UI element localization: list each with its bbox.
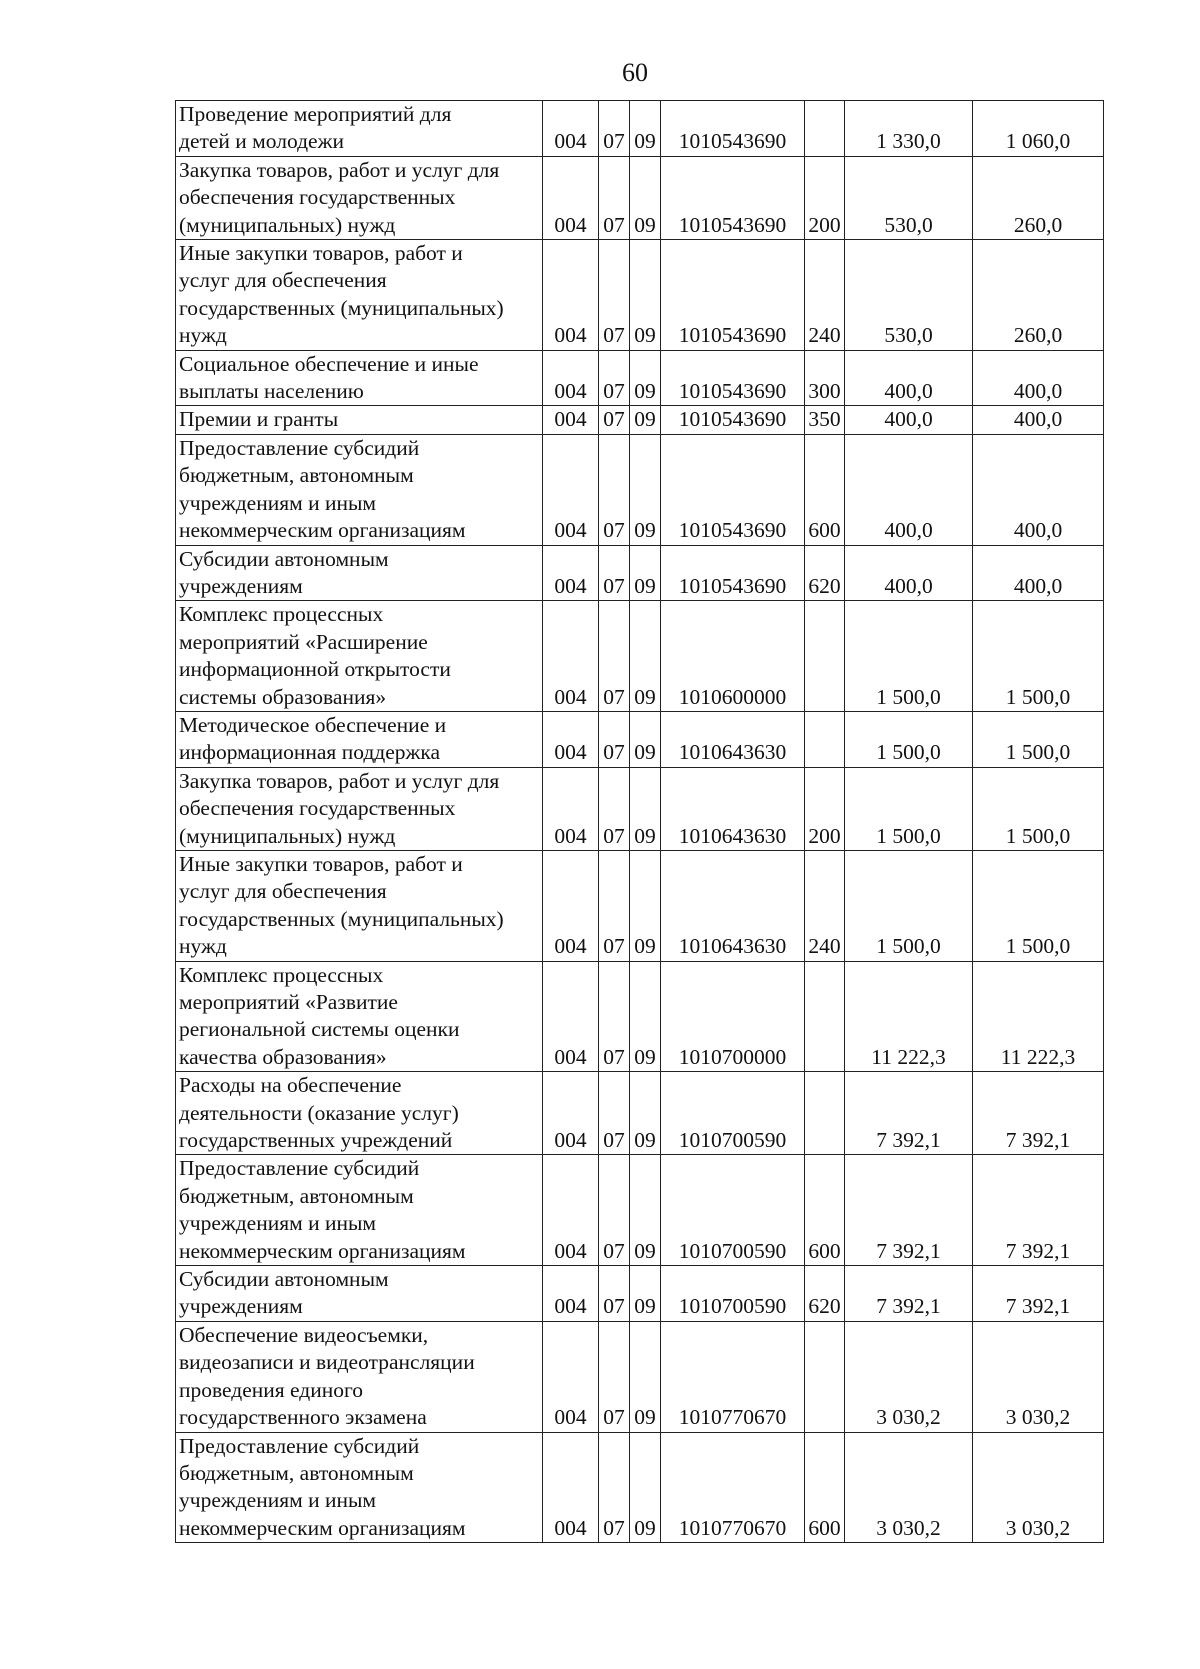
cell-section-code: 07: [599, 406, 630, 434]
cell-amount-year-2: 11 222,3: [973, 961, 1104, 1072]
item-name-line: учреждениям и иным: [179, 490, 377, 515]
cell-item-name: [176, 545, 543, 601]
cell-expense-type: 300: [805, 350, 845, 406]
cell-section-code: 07: [599, 1266, 630, 1322]
cell-subsection-code: 09: [630, 156, 661, 239]
cell-expense-type: 200: [805, 767, 845, 850]
cell-amount-year-2: 400,0: [973, 350, 1104, 406]
table-row: [176, 156, 1104, 239]
item-name-line: государственных (муниципальных): [179, 295, 504, 320]
item-name-line: учреждениям и иным: [179, 1211, 377, 1236]
cell-section-code: 07: [599, 961, 630, 1072]
cell-grbs-code: 004: [543, 711, 599, 767]
table-row: [176, 767, 1104, 850]
cell-grbs-code: 004: [543, 1432, 599, 1543]
cell-amount-year-1: 400,0: [845, 350, 973, 406]
cell-target-article: 1010700000: [661, 961, 805, 1072]
cell-item-name: [176, 767, 543, 850]
cell-amount-year-1: 7 392,1: [845, 1266, 973, 1322]
cell-amount-year-1: 1 330,0: [845, 101, 973, 157]
cell-subsection-code: 09: [630, 961, 661, 1072]
cell-grbs-code: 004: [543, 156, 599, 239]
item-name-line: государственных (муниципальных): [179, 906, 504, 931]
cell-amount-year-1: 530,0: [845, 240, 973, 351]
cell-target-article: 1010770670: [661, 1321, 805, 1432]
cell-section-code: 07: [599, 1432, 630, 1543]
cell-grbs-code: 004: [543, 961, 599, 1072]
cell-expense-type: 600: [805, 434, 845, 545]
item-name-line: учреждениям: [179, 1294, 303, 1319]
cell-amount-year-2: 1 500,0: [973, 711, 1104, 767]
table-row: [176, 601, 1104, 712]
item-name-line: бюджетным, автономным: [179, 1460, 414, 1485]
cell-amount-year-1: 7 392,1: [845, 1072, 973, 1155]
cell-section-code: 07: [599, 711, 630, 767]
cell-amount-year-1: 400,0: [845, 406, 973, 434]
cell-amount-year-1: 3 030,2: [845, 1432, 973, 1543]
item-name-line: выплаты населению: [179, 379, 364, 404]
cell-subsection-code: 09: [630, 1432, 661, 1543]
cell-item-name: [176, 601, 543, 712]
table-row: [176, 850, 1104, 961]
cell-amount-year-1: 3 030,2: [845, 1321, 973, 1432]
cell-amount-year-2: 7 392,1: [973, 1155, 1104, 1266]
cell-grbs-code: 004: [543, 1321, 599, 1432]
cell-section-code: 07: [599, 850, 630, 961]
cell-subsection-code: 09: [630, 601, 661, 712]
table-row: [176, 1321, 1104, 1432]
item-name-line: Субсидии автономным: [179, 1267, 389, 1292]
item-name-line: информационная поддержка: [179, 740, 441, 765]
item-name-line: нужд: [179, 323, 227, 348]
cell-section-code: 07: [599, 156, 630, 239]
cell-grbs-code: 004: [543, 767, 599, 850]
cell-amount-year-1: 7 392,1: [845, 1155, 973, 1266]
budget-table: [175, 100, 1104, 1543]
cell-grbs-code: 004: [543, 601, 599, 712]
table-row: [176, 1155, 1104, 1266]
cell-expense-type: 200: [805, 156, 845, 239]
cell-item-name: [176, 240, 543, 351]
cell-amount-year-2: 400,0: [973, 545, 1104, 601]
cell-item-name: [176, 1432, 543, 1543]
cell-amount-year-2: 7 392,1: [973, 1072, 1104, 1155]
cell-target-article: 1010543690: [661, 406, 805, 434]
cell-target-article: 1010600000: [661, 601, 805, 712]
table-row: [176, 1072, 1104, 1155]
cell-amount-year-1: 530,0: [845, 156, 973, 239]
cell-amount-year-2: 400,0: [973, 406, 1104, 434]
table-row: [176, 961, 1104, 1072]
cell-amount-year-1: 400,0: [845, 434, 973, 545]
item-name-line: Закупка товаров, работ и услуг для: [179, 768, 500, 793]
cell-section-code: 07: [599, 1321, 630, 1432]
cell-grbs-code: 004: [543, 545, 599, 601]
item-name-line: Социальное обеспечение и иные: [179, 351, 479, 376]
cell-section-code: 07: [599, 1155, 630, 1266]
item-name-line: системы образования»: [179, 684, 387, 709]
item-name-line: (муниципальных) нужд: [179, 823, 396, 848]
item-name-line: Комплекс процессных: [179, 962, 384, 987]
item-name-line: Закупка товаров, работ и услуг для: [179, 157, 500, 182]
item-name-line: мероприятий «Расширение: [179, 629, 428, 654]
item-name-line: обеспечения государственных: [179, 796, 456, 821]
cell-target-article: 1010643630: [661, 767, 805, 850]
cell-item-name: [176, 1321, 543, 1432]
cell-subsection-code: 09: [630, 1266, 661, 1322]
cell-target-article: 1010700590: [661, 1155, 805, 1266]
cell-expense-type: 350: [805, 406, 845, 434]
table-row: [176, 101, 1104, 157]
cell-amount-year-2: 3 030,2: [973, 1432, 1104, 1543]
item-name-line: Методическое обеспечение и: [179, 712, 447, 737]
item-name-line: детей и молодежи: [179, 129, 344, 154]
cell-item-name: [176, 1072, 543, 1155]
item-name-line: учреждениям и иным: [179, 1488, 377, 1513]
item-name-line: информационной открытости: [179, 657, 451, 682]
cell-amount-year-1: 1 500,0: [845, 711, 973, 767]
cell-amount-year-1: 1 500,0: [845, 850, 973, 961]
cell-item-name: [176, 1266, 543, 1322]
cell-amount-year-1: 1 500,0: [845, 601, 973, 712]
item-name-line: деятельности (оказание услуг): [179, 1100, 459, 1125]
cell-subsection-code: 09: [630, 711, 661, 767]
item-name-line: услуг для обеспечения: [179, 268, 387, 293]
item-name-line: государственного экзамена: [179, 1405, 427, 1430]
cell-subsection-code: 09: [630, 1321, 661, 1432]
cell-grbs-code: 004: [543, 101, 599, 157]
cell-item-name: [176, 711, 543, 767]
item-name-line: услуг для обеспечения: [179, 879, 387, 904]
cell-target-article: 1010543690: [661, 240, 805, 351]
cell-expense-type: [805, 1321, 845, 1432]
cell-target-article: 1010700590: [661, 1072, 805, 1155]
cell-target-article: 1010700590: [661, 1266, 805, 1322]
cell-section-code: 07: [599, 434, 630, 545]
item-name-line: (муниципальных) нужд: [179, 212, 396, 237]
cell-grbs-code: 004: [543, 1266, 599, 1322]
cell-target-article: 1010543690: [661, 101, 805, 157]
item-name-line: государственных учреждений: [179, 1128, 453, 1153]
cell-item-name: [176, 406, 543, 434]
item-name-line: некоммерческим организациям: [179, 1515, 466, 1540]
cell-expense-type: [805, 961, 845, 1072]
cell-amount-year-2: 1 500,0: [973, 767, 1104, 850]
cell-expense-type: 620: [805, 1266, 845, 1322]
cell-item-name: [176, 961, 543, 1072]
item-name-line: Обеспечение видеосъемки,: [179, 1322, 429, 1347]
item-name-line: Расходы на обеспечение: [179, 1073, 402, 1098]
item-name-line: региональной системы оценки: [179, 1017, 460, 1042]
page-number: 60: [622, 58, 648, 87]
cell-subsection-code: 09: [630, 101, 661, 157]
cell-grbs-code: 004: [543, 350, 599, 406]
item-name-line: Комплекс процессных: [179, 602, 384, 627]
cell-grbs-code: 004: [543, 1155, 599, 1266]
cell-target-article: 1010543690: [661, 156, 805, 239]
cell-amount-year-1: 1 500,0: [845, 767, 973, 850]
cell-item-name: [176, 434, 543, 545]
cell-target-article: 1010543690: [661, 350, 805, 406]
cell-expense-type: 240: [805, 850, 845, 961]
cell-subsection-code: 09: [630, 1072, 661, 1155]
cell-subsection-code: 09: [630, 240, 661, 351]
table-row: [176, 350, 1104, 406]
cell-target-article: 1010543690: [661, 434, 805, 545]
table-row: [176, 240, 1104, 351]
cell-expense-type: 620: [805, 545, 845, 601]
cell-subsection-code: 09: [630, 1155, 661, 1266]
cell-item-name: [176, 350, 543, 406]
cell-amount-year-2: 400,0: [973, 434, 1104, 545]
cell-grbs-code: 004: [543, 434, 599, 545]
cell-grbs-code: 004: [543, 406, 599, 434]
cell-subsection-code: 09: [630, 545, 661, 601]
cell-subsection-code: 09: [630, 406, 661, 434]
item-name-line: бюджетным, автономным: [179, 1183, 414, 1208]
table-row: [176, 406, 1104, 434]
item-name-line: Предоставление субсидий: [179, 435, 420, 460]
item-name-line: некоммерческим организациям: [179, 518, 466, 543]
item-name-line: Иные закупки товаров, работ и: [179, 851, 463, 876]
cell-expense-type: [805, 101, 845, 157]
cell-amount-year-2: 3 030,2: [973, 1321, 1104, 1432]
cell-expense-type: [805, 1072, 845, 1155]
cell-item-name: [176, 156, 543, 239]
table-row: [176, 1266, 1104, 1322]
cell-grbs-code: 004: [543, 240, 599, 351]
item-name-line: видеозаписи и видеотрансляции: [179, 1350, 475, 1375]
item-name-line: Предоставление субсидий: [179, 1433, 420, 1458]
cell-subsection-code: 09: [630, 434, 661, 545]
item-name-line: некоммерческим организациям: [179, 1238, 466, 1263]
cell-subsection-code: 09: [630, 850, 661, 961]
cell-expense-type: 600: [805, 1432, 845, 1543]
item-name-line: учреждениям: [179, 573, 303, 598]
cell-grbs-code: 004: [543, 850, 599, 961]
item-name-line: нужд: [179, 934, 227, 959]
item-name-line: Предоставление субсидий: [179, 1156, 420, 1181]
cell-amount-year-2: 1 500,0: [973, 850, 1104, 961]
item-name-line: качества образования»: [179, 1044, 387, 1069]
cell-subsection-code: 09: [630, 350, 661, 406]
table-row: [176, 545, 1104, 601]
cell-amount-year-1: 400,0: [845, 545, 973, 601]
cell-item-name: [176, 101, 543, 157]
cell-amount-year-2: 1 500,0: [973, 601, 1104, 712]
cell-target-article: 1010543690: [661, 545, 805, 601]
cell-section-code: 07: [599, 1072, 630, 1155]
table-row: [176, 1432, 1104, 1543]
cell-expense-type: [805, 601, 845, 712]
cell-item-name: [176, 1155, 543, 1266]
item-name-line: Субсидии автономным: [179, 546, 389, 571]
item-name-line: Премии и гранты: [179, 407, 339, 432]
table-body: [176, 101, 1104, 1543]
cell-expense-type: 240: [805, 240, 845, 351]
item-name-line: мероприятий «Развитие: [179, 990, 398, 1014]
table-row: [176, 711, 1104, 767]
cell-section-code: 07: [599, 350, 630, 406]
cell-section-code: 07: [599, 601, 630, 712]
table-row: [176, 434, 1104, 545]
item-name-line: обеспечения государственных: [179, 185, 456, 210]
item-name-line: Иные закупки товаров, работ и: [179, 241, 463, 266]
cell-amount-year-2: 260,0: [973, 240, 1104, 351]
cell-target-article: 1010770670: [661, 1432, 805, 1543]
cell-amount-year-2: 7 392,1: [973, 1266, 1104, 1322]
cell-expense-type: [805, 711, 845, 767]
cell-subsection-code: 09: [630, 767, 661, 850]
cell-section-code: 07: [599, 767, 630, 850]
item-name-line: Проведение мероприятий для: [179, 102, 452, 126]
cell-expense-type: 600: [805, 1155, 845, 1266]
cell-section-code: 07: [599, 101, 630, 157]
cell-item-name: [176, 850, 543, 961]
cell-target-article: 1010643630: [661, 711, 805, 767]
item-name-line: бюджетным, автономным: [179, 463, 414, 488]
cell-section-code: 07: [599, 545, 630, 601]
cell-amount-year-2: 260,0: [973, 156, 1104, 239]
cell-amount-year-1: 11 222,3: [845, 961, 973, 1072]
cell-grbs-code: 004: [543, 1072, 599, 1155]
cell-amount-year-2: 1 060,0: [973, 101, 1104, 157]
cell-target-article: 1010643630: [661, 850, 805, 961]
cell-section-code: 07: [599, 240, 630, 351]
item-name-line: проведения единого: [179, 1377, 364, 1402]
